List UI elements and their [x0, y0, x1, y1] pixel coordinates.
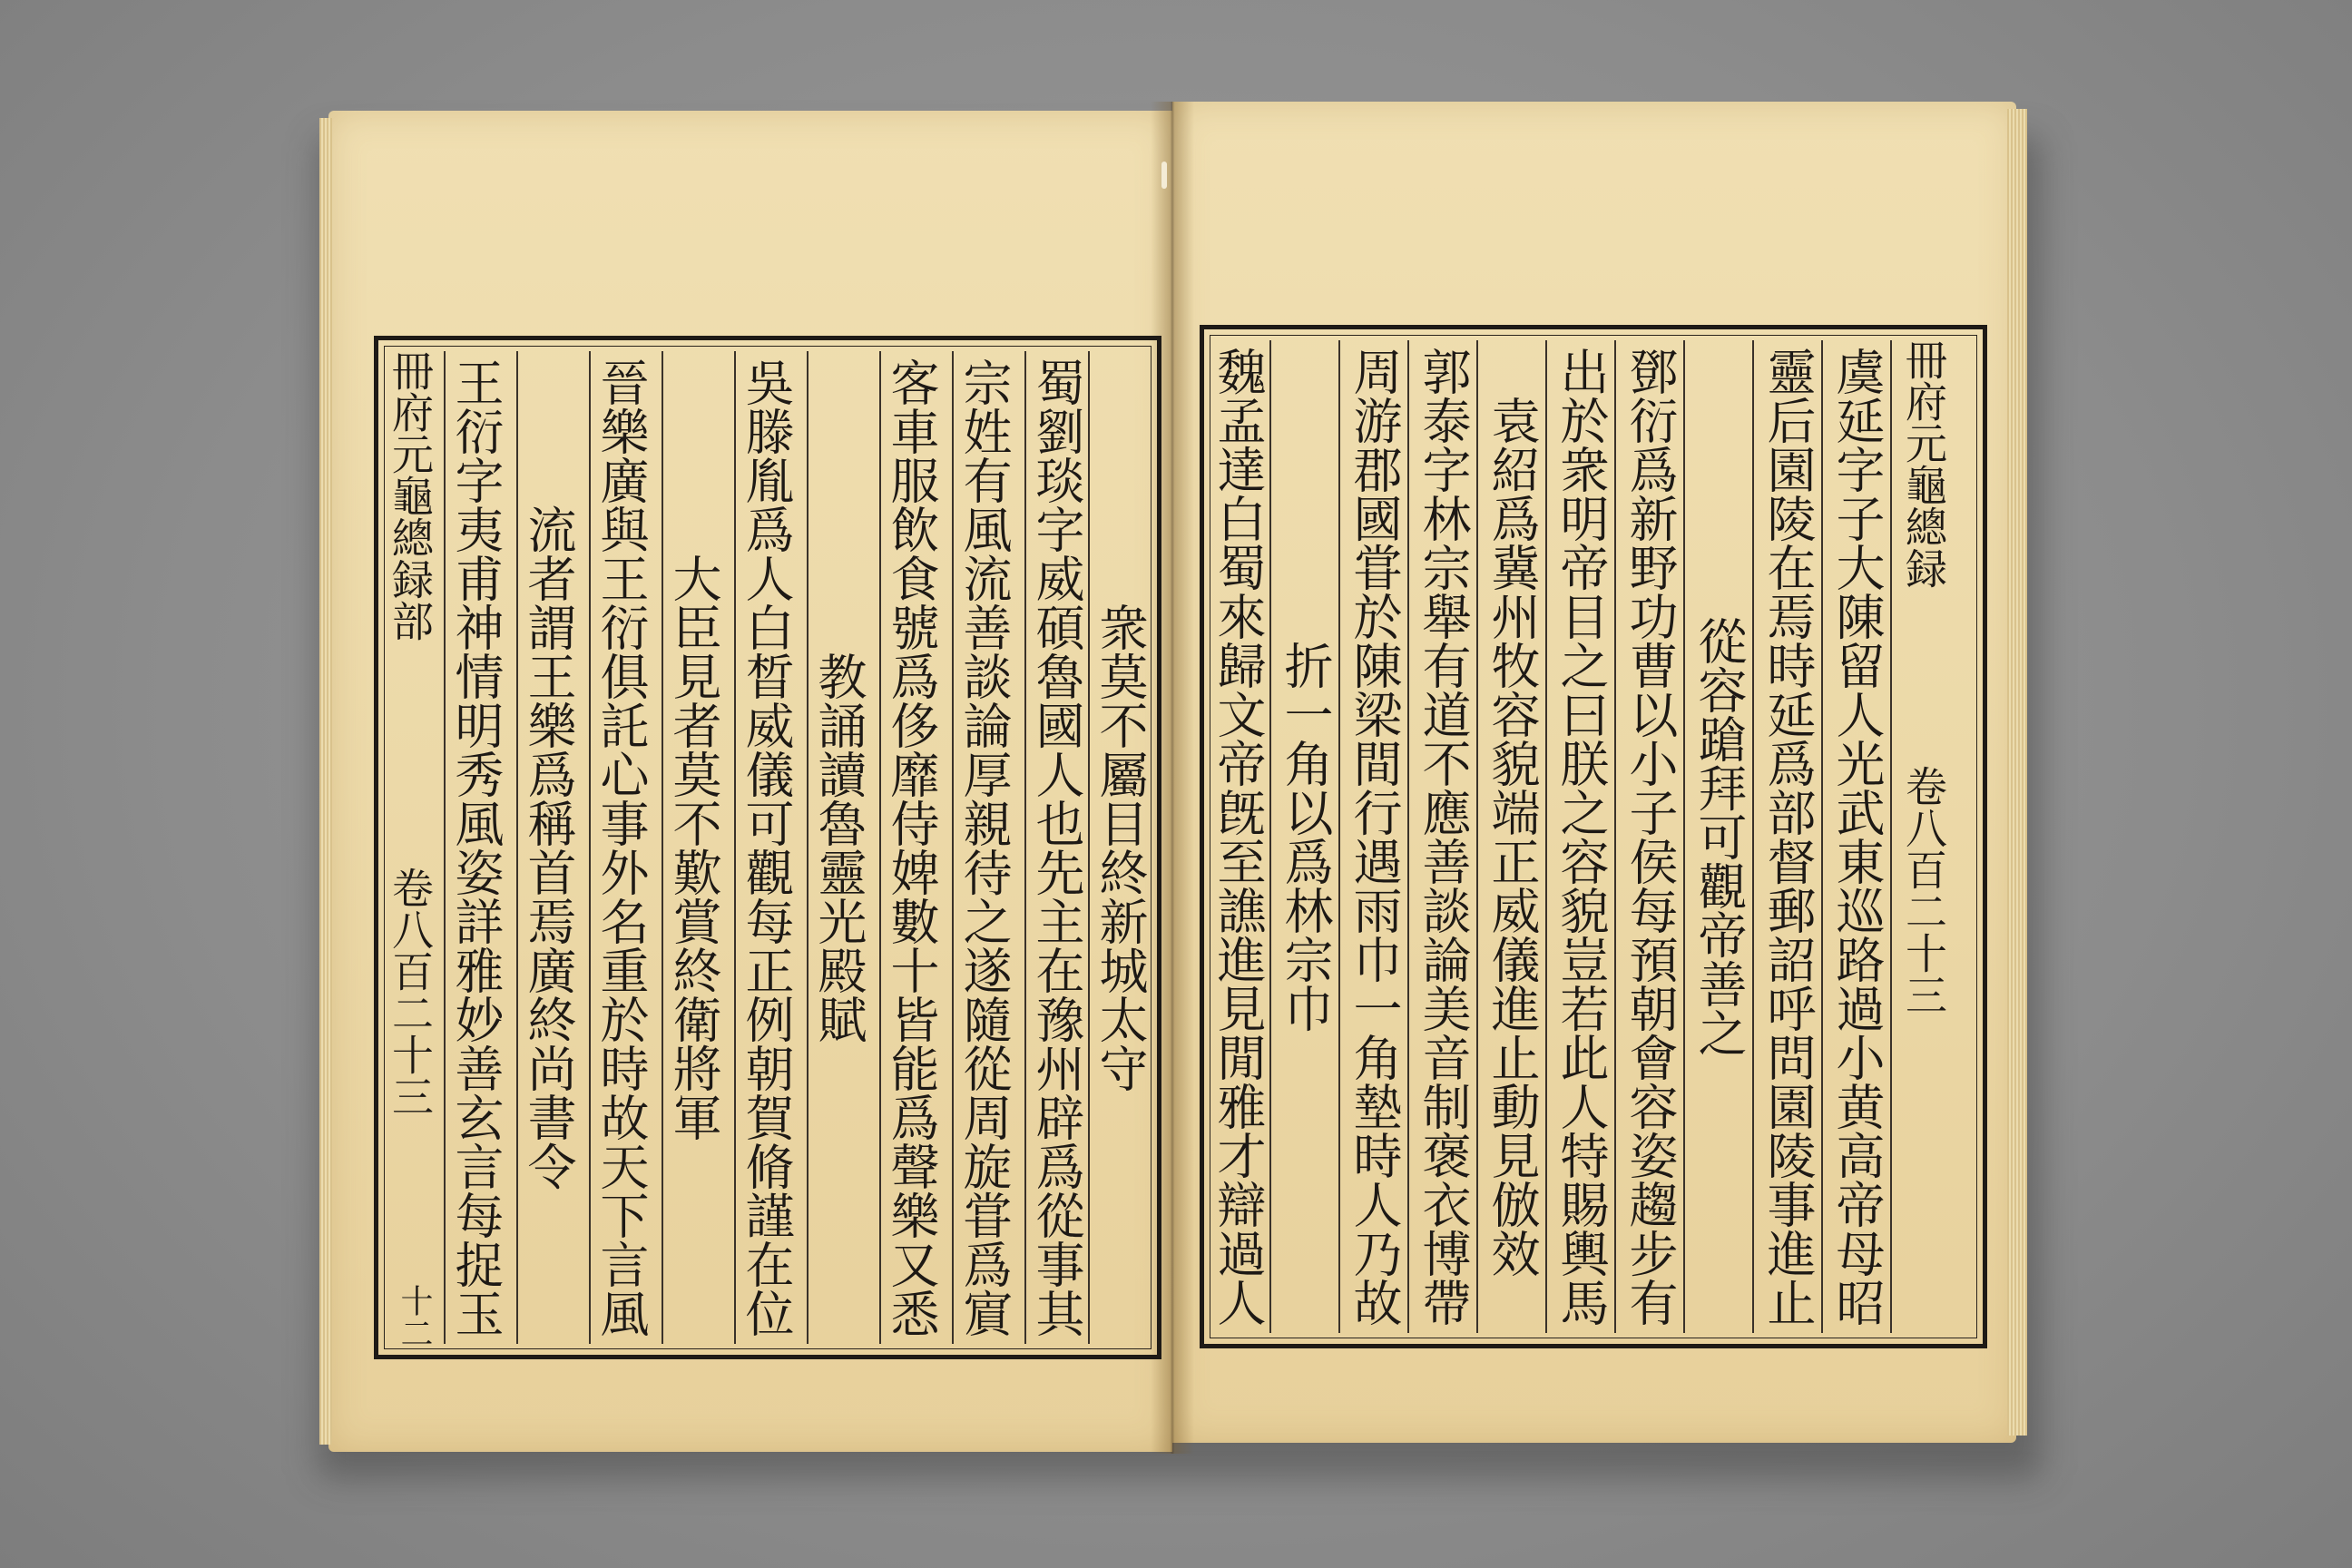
margin-volume: 卷八百二十三 — [386, 867, 435, 1117]
text-column: 虞延字子大陳留人光武東巡路過小黄高帝母昭 — [1828, 347, 1886, 1327]
text-column: 從容蹌拜可觀帝善之 — [1690, 616, 1748, 1057]
text-column: 衆莫不屬目終新城太守 — [1092, 603, 1149, 1093]
text-column: 教誦讀魯靈光殿賦 — [810, 652, 867, 1044]
margin-book-title: 冊府元龜總録 — [1899, 338, 1948, 589]
right-page-edges — [2007, 109, 2027, 1436]
text-column: 靈后園陵在焉時延爲部督郵詔呼問園陵事進止 — [1759, 347, 1817, 1327]
column-rule — [1338, 340, 1340, 1333]
text-column: 吳滕胤爲人白晳威儀可觀每正例朝賀脩謹在位 — [738, 358, 795, 1338]
column-rule — [1821, 340, 1823, 1333]
text-column: 宗姓有風流善談論厚親待之遂隨從周旋甞爲賔 — [956, 358, 1013, 1338]
column-rule — [1752, 340, 1754, 1333]
column-rule — [1683, 340, 1685, 1333]
folio-number: 十二 — [396, 1284, 433, 1349]
right-text-frame — [1200, 325, 1987, 1348]
text-column: 郭泰字林宗舉有道不應善談論美音制褒衣博帶 — [1415, 347, 1472, 1327]
text-column: 蜀劉琰字威碩魯國人也先主在豫州辟爲從事其 — [1028, 358, 1085, 1338]
column-rule — [1890, 340, 1892, 1333]
text-column: 王衍字夷甫神情明秀風姿詳雅妙善玄言每捉玉 — [447, 358, 505, 1338]
left-text-frame — [374, 336, 1161, 1359]
text-column: 客車服飲食號爲侈靡侍婢數十皆能爲聲樂又悉 — [883, 358, 940, 1338]
text-column: 鄧衍爲新野功曹以小子侯每預朝會容姿趨步有 — [1622, 347, 1679, 1327]
text-column: 周游郡國甞於陳梁間行遇雨巾一角墊時人乃故 — [1346, 347, 1403, 1327]
text-column: 魏孟達白蜀來歸文帝旣至譙進見閒雅才辯過人 — [1210, 347, 1267, 1327]
left-page-edges — [319, 118, 332, 1445]
column-rule — [1614, 340, 1616, 1333]
text-column: 袁紹爲冀州牧容貌端正威儀進止動見倣效 — [1484, 396, 1541, 1278]
margin-book-title: 冊府元龜總録部 — [386, 349, 435, 642]
column-rule — [1476, 340, 1478, 1333]
column-rule — [1545, 340, 1547, 1333]
text-column: 流者謂王樂爲稱首焉廣終尚書令 — [520, 505, 577, 1191]
bleed-through-shadow — [844, 399, 909, 1307]
column-rule — [1407, 340, 1409, 1333]
margin-volume: 卷八百二十三 — [1899, 765, 1948, 1015]
text-column: 出於衆明帝目之曰朕之容貌豈若此人特賜輿馬 — [1553, 347, 1610, 1327]
text-column: 大臣見者莫不歎賞終衛將軍 — [665, 554, 722, 1142]
text-column: 折一角以爲林宗巾 — [1277, 641, 1334, 1033]
text-column: 晉樂廣與王衍俱託心事外名重於時故天下言風 — [593, 358, 650, 1338]
binding-thread — [1161, 162, 1167, 189]
